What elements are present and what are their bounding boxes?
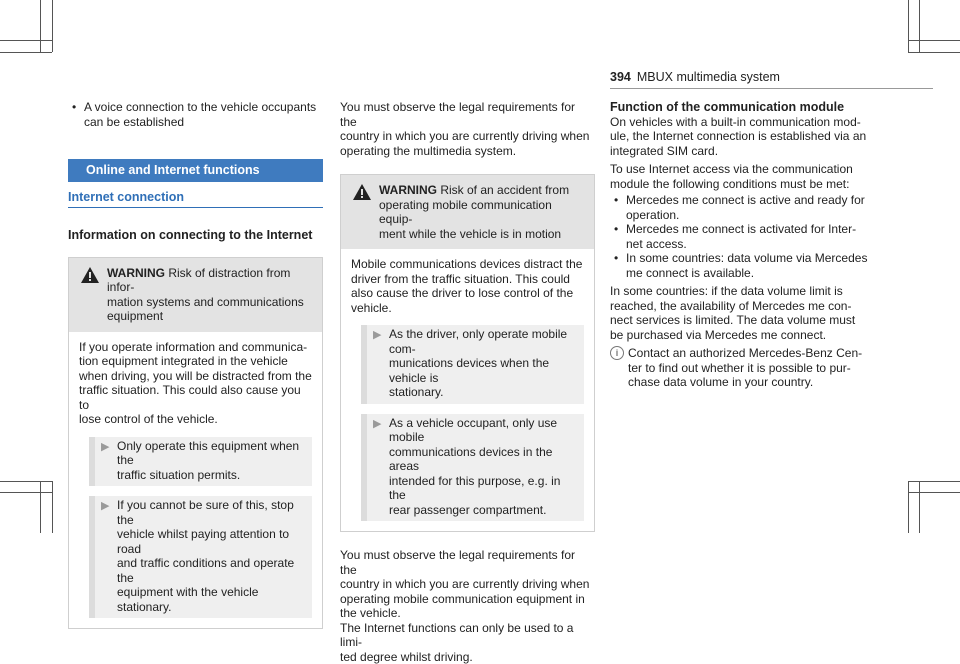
arrow-right-icon: ▶ xyxy=(101,499,109,514)
step-line: vehicle whilst paying attention to road xyxy=(117,527,308,556)
paragraph xyxy=(610,284,875,342)
crop-mark xyxy=(0,492,52,493)
warning-text: mation systems and communications xyxy=(107,295,312,310)
list-item xyxy=(610,222,875,251)
info-icon: i xyxy=(610,346,624,360)
column-1 xyxy=(68,100,323,629)
body-line: lose control of the vehicle. xyxy=(79,412,312,427)
crop-mark xyxy=(52,0,53,52)
crop-mark xyxy=(0,40,52,41)
warning-header xyxy=(69,258,322,332)
body-line: when driving, you will be distracted from the xyxy=(79,369,312,384)
body-line: also cause the driver to lose control of the xyxy=(351,286,584,301)
warning-header xyxy=(341,175,594,249)
action-step xyxy=(89,437,312,487)
warning-box xyxy=(68,257,323,630)
body-line: be purchased via Mercedes me connect. xyxy=(610,328,875,343)
paragraph xyxy=(610,162,875,191)
body-line: ted degree whilst driving. xyxy=(340,650,595,664)
body-line: The Internet functions can only be used to a limi- xyxy=(340,621,595,650)
body-line: Mobile communications devices distract the xyxy=(351,257,584,272)
body-line: If you operate information and communica- xyxy=(79,340,312,355)
warning-icon xyxy=(81,267,99,283)
warning-body xyxy=(69,332,322,629)
body-line: driver from the traffic situation. This could xyxy=(351,272,584,287)
body-line: ule, the Internet connection is established via an xyxy=(610,129,875,144)
page-number: 394 xyxy=(610,70,631,84)
body-line: You must observe the legal requirements for the xyxy=(340,100,595,129)
body-line: nect services is limited. The data volume must xyxy=(610,313,875,328)
note-line: chase data volume in your country. xyxy=(628,375,875,390)
section-heading: Function of the communication module xyxy=(610,100,875,115)
page-title: MBUX multimedia system xyxy=(637,70,780,84)
warning-label: WARNING xyxy=(107,266,165,280)
body-line: reached, the availability of Mercedes me con- xyxy=(610,299,875,314)
crop-mark xyxy=(40,481,41,533)
crop-mark xyxy=(908,0,909,52)
warning-text: Risk of distraction from infor- xyxy=(107,266,290,295)
body-line: country in which you are currently driving when xyxy=(340,577,595,592)
body-line: To use Internet access via the communication xyxy=(610,162,875,177)
body-line: the vehicle. xyxy=(340,606,595,621)
list-item xyxy=(610,193,875,222)
warning-text: Risk of an accident from xyxy=(440,183,569,197)
step-line: equipment with the vehicle stationary. xyxy=(117,585,308,614)
bullet-text: me connect is available. xyxy=(626,266,875,281)
column-3 xyxy=(610,100,875,390)
step-line: intended for this purpose, e.g. in the xyxy=(389,474,580,503)
crop-mark xyxy=(908,481,909,533)
warning-icon xyxy=(353,184,371,200)
crop-mark xyxy=(908,481,960,482)
arrow-right-icon: ▶ xyxy=(373,417,381,432)
list-item xyxy=(610,251,875,280)
info-heading: Information on connecting to the Internet xyxy=(68,228,323,243)
bullet-text: can be established xyxy=(84,115,323,130)
arrow-right-icon: ▶ xyxy=(373,328,381,343)
action-step xyxy=(361,414,584,522)
body-line: vehicle. xyxy=(351,301,584,316)
body-line: operating the multimedia system. xyxy=(340,144,595,159)
body-line: module the following conditions must be met: xyxy=(610,177,875,192)
body-line: country in which you are currently driving when xyxy=(340,129,595,144)
step-line: As a vehicle occupant, only use mobile xyxy=(389,416,580,445)
warning-label: WARNING xyxy=(379,183,437,197)
page-header xyxy=(610,70,780,85)
crop-mark xyxy=(908,40,960,41)
note-line: ter to find out whether it is possible to pur- xyxy=(628,361,875,376)
warning-text: equipment xyxy=(107,309,312,324)
sub-heading: Internet connection xyxy=(68,182,323,209)
step-line: If you cannot be sure of this, stop the xyxy=(117,498,308,527)
step-line: munications devices when the vehicle is xyxy=(389,356,580,385)
body-line: On vehicles with a built-in communication mod- xyxy=(610,115,875,130)
crop-mark xyxy=(52,481,53,533)
step-line: As the driver, only operate mobile com- xyxy=(389,327,580,356)
note-line: Contact an authorized Mercedes-Benz Cen- xyxy=(628,346,875,361)
arrow-right-icon: ▶ xyxy=(101,440,109,455)
warning-text: operating mobile communication equip- xyxy=(379,198,584,227)
step-line: Only operate this equipment when the xyxy=(117,439,308,468)
body-line: tion equipment integrated in the vehicle xyxy=(79,354,312,369)
crop-mark xyxy=(919,0,920,52)
section-title: Online and Internet functions xyxy=(68,159,323,182)
bullet-text: • Mercedes me connect is activated for Inter- xyxy=(626,222,875,237)
step-line: communications devices in the areas xyxy=(389,445,580,474)
crop-mark xyxy=(908,52,960,53)
note xyxy=(610,346,875,390)
step-line: rear passenger compartment. xyxy=(389,503,580,518)
step-line: stationary. xyxy=(389,385,580,400)
step-line: and traffic conditions and operate the xyxy=(117,556,308,585)
bullet-text: net access. xyxy=(626,237,875,252)
crop-mark xyxy=(0,52,52,53)
bullet-text: • In some countries: data volume via Mercedes xyxy=(626,251,875,266)
crop-mark xyxy=(908,492,960,493)
warning-text: ment while the vehicle is in motion xyxy=(379,227,584,242)
header-rule xyxy=(610,88,933,89)
step-line: traffic situation permits. xyxy=(117,468,308,483)
warning-body xyxy=(341,249,594,531)
crop-mark xyxy=(40,0,41,52)
crop-mark xyxy=(919,481,920,533)
crop-mark xyxy=(0,481,52,482)
action-step xyxy=(361,325,584,404)
list-item xyxy=(68,100,323,129)
bullet-text: operation. xyxy=(626,208,875,223)
body-line: traffic situation. This could also cause you to xyxy=(79,383,312,412)
warning-box xyxy=(340,174,595,532)
bullet-text: • A voice connection to the vehicle occupants xyxy=(84,100,323,115)
body-line: You must observe the legal requirements for the xyxy=(340,548,595,577)
body-line: operating mobile communication equipment in xyxy=(340,592,595,607)
body-line: integrated SIM card. xyxy=(610,144,875,159)
body-line: In some countries: if the data volume limit is xyxy=(610,284,875,299)
action-step xyxy=(89,496,312,618)
paragraph xyxy=(340,548,595,664)
column-2 xyxy=(340,100,595,664)
bullet-text: • Mercedes me connect is active and ready for xyxy=(626,193,875,208)
